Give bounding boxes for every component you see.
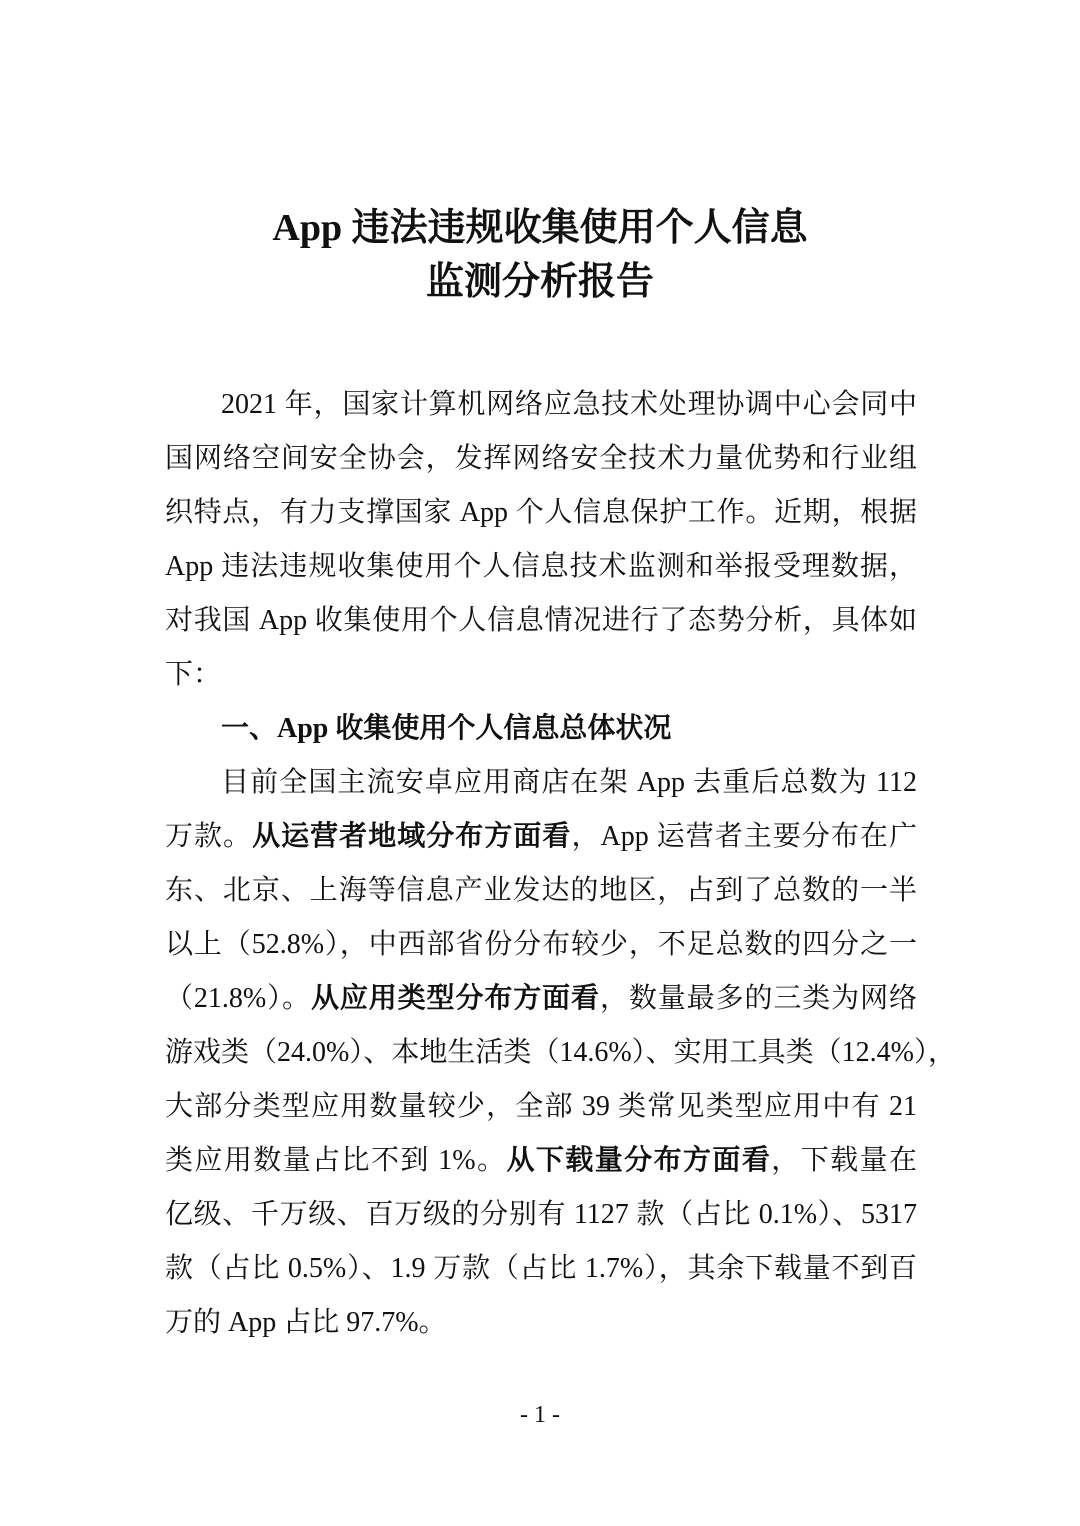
paragraph-line [165, 1080, 917, 1134]
text-segment: ，App 运营者主要分布在广 [571, 821, 917, 852]
paragraph-line [165, 378, 917, 432]
bold-text: 从运营者地域分布方面看 [252, 821, 572, 852]
text-segment: （21.8%）。 [165, 983, 311, 1014]
paragraph-line [165, 540, 917, 594]
text-segment: 万的 App 占比 97.7%。 [165, 1307, 447, 1338]
paragraph-line [165, 1026, 956, 1080]
paragraph-line [165, 432, 917, 486]
page-number: - 1 - [520, 1402, 560, 1428]
paragraph-line [165, 810, 917, 864]
paragraph-line [165, 864, 917, 918]
text-segment: 目前全国主流安卓应用商店在架 App 去重后总数为 112 [221, 767, 917, 798]
section-heading [165, 702, 917, 756]
bold-text: 从下载量分布方面看 [506, 1145, 772, 1176]
text-segment: 类应用数量占比不到 1%。 [165, 1145, 507, 1176]
paragraph-line [165, 1296, 917, 1350]
text-segment: 以上（52.8%），中西部省份分布较少，不足总数的四分之一 [165, 929, 917, 960]
document-body [165, 378, 956, 1350]
paragraph-line [165, 756, 917, 810]
text-segment: 游戏类（24.0%）、本地生活类（14.6%）、实用工具类（12.4%）， [165, 1037, 956, 1068]
paragraph-line [165, 972, 917, 1026]
paragraph-line [165, 594, 917, 648]
text-segment: 亿级、千万级、百万级的分别有 1127 款（占比 0.1%）、5317 [165, 1199, 917, 1230]
text-segment: App 违法违规收集使用个人信息技术监测和举报受理数据， [165, 551, 917, 582]
text-segment: 对我国 App 收集使用个人信息情况进行了态势分析，具体如 [165, 605, 917, 636]
paragraph-line [165, 1242, 917, 1296]
text-segment: 国网络空间安全协会，发挥网络安全技术力量优势和行业组 [165, 443, 917, 474]
document-title-line-2: 监测分析报告 [425, 261, 654, 303]
text-segment: 万款。 [165, 821, 253, 852]
text-segment: 织特点，有力支撑国家 App 个人信息保护工作。近期，根据 [165, 497, 917, 528]
paragraph-line [165, 1188, 917, 1242]
paragraph-line [165, 486, 917, 540]
paragraph-line [165, 1134, 917, 1188]
text-segment: ，下载量在 [771, 1145, 917, 1176]
text-segment: ，数量最多的三类为网络 [599, 983, 917, 1014]
text-segment: 款（占比 0.5%）、1.9 万款（占比 1.7%），其余下载量不到百 [165, 1253, 917, 1284]
text-segment: 一、App 收集使用个人信息总体状况 [221, 713, 672, 744]
text-segment: 大部分类型应用数量较少，全部 39 类常见类型应用中有 21 [165, 1091, 917, 1122]
document-title-line-1: App 违法违规收集使用个人信息 [272, 207, 808, 249]
bold-text: 从应用类型分布方面看 [310, 983, 600, 1014]
text-segment: 东、北京、上海等信息产业发达的地区，占到了总数的一半 [165, 875, 917, 906]
text-segment: 2021 年，国家计算机网络应急技术处理协调中心会同中 [221, 389, 917, 420]
paragraph-line [165, 918, 917, 972]
paragraph-line [165, 648, 917, 702]
text-segment: 下： [165, 659, 222, 690]
